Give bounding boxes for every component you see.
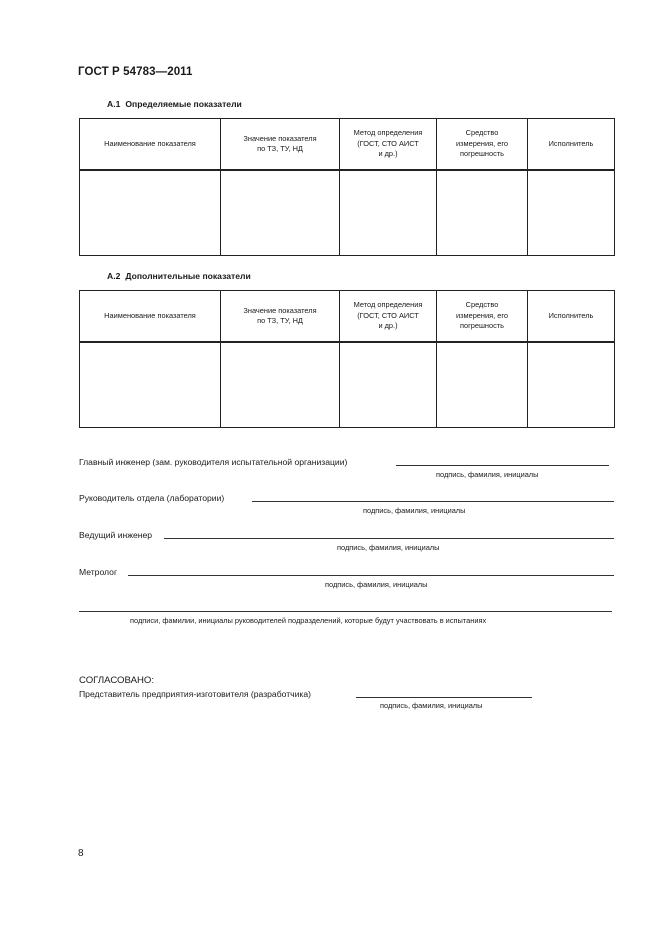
manufacturer-representative-label: Представитель предприятия-изготовителя (разработчика) (79, 689, 312, 699)
table-a2-col-executor: Исполнитель (528, 291, 615, 343)
table-a2-col-instrument: Средство измерения, его погрешность (437, 291, 528, 343)
table-row (80, 342, 615, 428)
table-cell (437, 342, 528, 428)
table-cell (340, 342, 437, 428)
table-cell (80, 342, 221, 428)
metrologist-signature-line[interactable] (128, 575, 614, 576)
departments-caption: подписи, фамилии, инициалы руководителей подразделений, которые будут участвовать в испытаниях (130, 616, 487, 625)
section-a2-label: Дополнительные показатели (125, 271, 251, 281)
chief-engineer-label: Главный инженер (зам. руководителя испытательной организации) (79, 457, 348, 467)
metrologist-caption: подпись, фамилия, инициалы (325, 580, 428, 589)
section-a2-number: А.2 (107, 271, 121, 281)
metrologist-label: Метролог (79, 567, 118, 577)
document-header: ГОСТ Р 54783—2011 (78, 66, 193, 78)
table-a2-header-row (80, 291, 615, 343)
chief-engineer-caption: подпись, фамилия, инициалы (436, 470, 539, 479)
section-a1-number: А.1 (107, 99, 121, 109)
section-a1-title (107, 99, 242, 109)
table-cell (80, 170, 221, 256)
table-a1-col-method: Метод определения (ГОСТ, СТО АИСТ и др.) (340, 119, 437, 171)
section-a1-label: Определяемые показатели (125, 99, 242, 109)
table-a1-col-value: Значение показателя по ТЗ, ТУ, НД (221, 119, 340, 171)
section-a2-title (107, 271, 251, 281)
lead-engineer-label: Ведущий инженер (79, 530, 153, 540)
table-a1-col-executor: Исполнитель (528, 119, 615, 171)
table-a1-col-name: Наименование показателя (80, 119, 221, 171)
table-cell (437, 170, 528, 256)
table-a2-col-name: Наименование показателя (80, 291, 221, 343)
manufacturer-representative-caption: подпись, фамилия, инициалы (380, 701, 483, 710)
table-cell (340, 170, 437, 256)
table-a2-col-method: Метод определения (ГОСТ, СТО АИСТ и др.) (340, 291, 437, 343)
table-a1-col-instrument: Средство измерения, его погрешность (437, 119, 528, 171)
table-a1-header-row (80, 119, 615, 171)
lead-engineer-signature-line[interactable] (164, 538, 614, 539)
page-number: 8 (78, 848, 84, 859)
lead-engineer-caption: подпись, фамилия, инициалы (337, 543, 440, 552)
table-cell (528, 342, 615, 428)
department-head-label: Руководитель отдела (лаборатории) (79, 493, 225, 503)
department-head-caption: подпись, фамилия, инициалы (363, 506, 466, 515)
department-head-signature-line[interactable] (252, 501, 614, 502)
manufacturer-representative-signature-line[interactable] (356, 697, 532, 698)
table-a2-col-value: Значение показателя по ТЗ, ТУ, НД (221, 291, 340, 343)
table-row (80, 170, 615, 256)
table-a2 (79, 290, 615, 428)
chief-engineer-signature-line[interactable] (396, 465, 609, 466)
table-cell (221, 342, 340, 428)
table-cell (528, 170, 615, 256)
approval-heading: СОГЛАСОВАНО: (79, 675, 155, 686)
table-cell (221, 170, 340, 256)
departments-signature-line[interactable] (79, 611, 612, 612)
table-a1 (79, 118, 615, 256)
